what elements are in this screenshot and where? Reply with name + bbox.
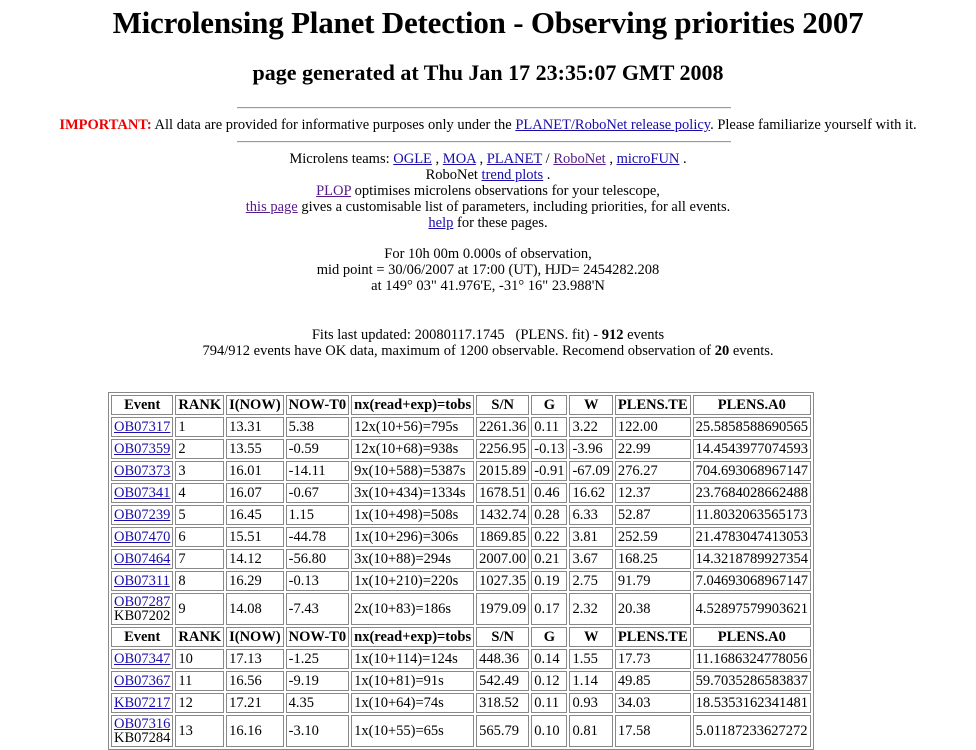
table-cell: 52.87 xyxy=(615,505,691,525)
table-cell: 6 xyxy=(175,527,224,547)
plop-link[interactable]: PLOP xyxy=(316,183,352,199)
event-cell xyxy=(111,593,173,625)
table-cell: 2261.36 xyxy=(476,417,529,437)
table-cell: 1869.85 xyxy=(476,527,529,547)
important-text-after: . Please familiarize yourself with it. xyxy=(710,117,917,133)
table-cell: 25.5858588690565 xyxy=(693,417,811,437)
table-cell: 1.14 xyxy=(569,671,612,691)
table-cell: 4 xyxy=(175,483,224,503)
event-link[interactable]: OB07470 xyxy=(114,528,171,545)
table-cell: 3.81 xyxy=(569,527,612,547)
table-cell: -0.67 xyxy=(286,483,349,503)
table-cell: 168.25 xyxy=(615,549,691,569)
table-cell: 3.67 xyxy=(569,549,612,569)
table-cell: 13.55 xyxy=(226,439,284,459)
table-row xyxy=(111,439,811,459)
table-cell: -0.59 xyxy=(286,439,349,459)
table-cell: 0.19 xyxy=(531,571,567,591)
table-cell: 448.36 xyxy=(476,649,529,669)
table-cell: 0.22 xyxy=(531,527,567,547)
table-row xyxy=(111,693,811,713)
table-cell: 0.12 xyxy=(531,671,567,691)
event-link[interactable]: OB07316 xyxy=(114,716,171,732)
table-cell: -14.11 xyxy=(286,461,349,481)
table-cell: 0.46 xyxy=(531,483,567,503)
table-cell: 5 xyxy=(175,505,224,525)
event-cell xyxy=(111,715,173,747)
table-cell: 0.10 xyxy=(531,715,567,747)
table-cell: 23.7684028662488 xyxy=(693,483,811,503)
generated-timestamp: page generated at Thu Jan 17 23:35:07 GMT 2008 xyxy=(252,60,724,85)
table-row xyxy=(111,549,811,569)
priorities-table xyxy=(108,392,814,750)
table-cell: 17.21 xyxy=(226,693,284,713)
links-section xyxy=(0,151,976,231)
table-cell: 14.12 xyxy=(226,549,284,569)
divider-bottom xyxy=(237,141,731,143)
table-cell: 49.85 xyxy=(615,671,691,691)
column-header: Event xyxy=(111,627,173,647)
event-link[interactable]: OB07341 xyxy=(114,484,171,501)
table-row xyxy=(111,649,811,669)
table-cell: 3.22 xyxy=(569,417,612,437)
column-header: nx(read+exp)=tobs xyxy=(351,395,474,415)
help-line xyxy=(0,215,976,231)
column-header: Event xyxy=(111,395,173,415)
table-cell: 16.62 xyxy=(569,483,612,503)
column-header: RANK xyxy=(175,627,224,647)
fits-line-1 xyxy=(0,327,976,343)
table-cell: 2 xyxy=(175,439,224,459)
table-cell: 91.79 xyxy=(615,571,691,591)
obs-midpoint: mid point = 30/06/2007 at 17:00 (UT), HJD= 2454282.208 xyxy=(316,262,660,278)
robonet-prefix: RoboNet xyxy=(425,167,482,183)
table-cell: 5.01187233627272 xyxy=(693,715,811,747)
event-cell xyxy=(111,483,173,503)
column-header: I(NOW) xyxy=(226,395,284,415)
table-cell: 0.11 xyxy=(531,693,567,713)
table-cell: 4.35 xyxy=(286,693,349,713)
event-cell xyxy=(111,527,173,547)
table-row xyxy=(111,571,811,591)
table-cell: 17.73 xyxy=(615,649,691,669)
fits-count: 912 xyxy=(601,327,624,343)
event-cell xyxy=(111,417,173,437)
table-cell: 1979.09 xyxy=(476,593,529,625)
column-header: PLENS.A0 xyxy=(693,395,811,415)
table-cell: 13 xyxy=(175,715,224,747)
table-cell: 2015.89 xyxy=(476,461,529,481)
microfun-link[interactable]: microFUN xyxy=(616,151,680,167)
table-cell: 122.00 xyxy=(615,417,691,437)
table-cell: 1x(10+81)=91s xyxy=(351,671,474,691)
table-cell: 16.16 xyxy=(226,715,284,747)
table-cell: 704.693068967147 xyxy=(693,461,811,481)
column-header: I(NOW) xyxy=(226,627,284,647)
table-cell: 1 xyxy=(175,417,224,437)
column-header: NOW-T0 xyxy=(286,627,349,647)
column-header: W xyxy=(569,395,612,415)
table-cell: 11.8032063565173 xyxy=(693,505,811,525)
table-cell: 3 xyxy=(175,461,224,481)
important-text-before: All data are provided for informative purposes only under the xyxy=(151,117,516,133)
obs-location: at 149° 03" 41.976'E, -31° 16" 23.988'N xyxy=(371,278,605,294)
event-cell xyxy=(111,439,173,459)
table-cell: 12.37 xyxy=(615,483,691,503)
table-cell: 6.33 xyxy=(569,505,612,525)
column-header: PLENS.A0 xyxy=(693,627,811,647)
event-link[interactable]: OB07317 xyxy=(114,418,171,435)
table-cell: 2.75 xyxy=(569,571,612,591)
teams-prefix: Microlens teams: xyxy=(289,151,394,167)
table-cell: -56.80 xyxy=(286,549,349,569)
table-cell: 14.4543977074593 xyxy=(693,439,811,459)
table-row xyxy=(111,671,811,691)
table-cell: 34.03 xyxy=(615,693,691,713)
table-row xyxy=(111,483,811,503)
divider-top xyxy=(237,107,731,109)
table-cell: 7 xyxy=(175,549,224,569)
table-cell: 17.13 xyxy=(226,649,284,669)
obs-duration: For 10h 00m 0.000s of observation, xyxy=(384,246,592,262)
table-cell: 0.14 xyxy=(531,649,567,669)
moa-link[interactable]: MOA xyxy=(442,151,476,167)
table-cell: 318.52 xyxy=(476,693,529,713)
table-cell: 2256.95 xyxy=(476,439,529,459)
table-cell: 17.58 xyxy=(615,715,691,747)
event-link[interactable]: KB07217 xyxy=(114,694,171,711)
table-cell: 0.21 xyxy=(531,549,567,569)
column-header: G xyxy=(531,627,567,647)
event-link[interactable]: OB07373 xyxy=(114,462,171,479)
table-row xyxy=(111,593,811,625)
fits-suffix: events xyxy=(623,327,665,343)
robonet-link[interactable]: RoboNet xyxy=(553,151,606,167)
table-row xyxy=(111,461,811,481)
alt-event-id: KB07202 xyxy=(114,608,171,624)
table-cell: 10 xyxy=(175,649,224,669)
table-cell: 4.52897579903621 xyxy=(693,593,811,625)
column-header: PLENS.TE xyxy=(615,627,691,647)
important-notice xyxy=(0,117,976,133)
page-title: Microlensing Planet Detection - Observing priorities 2007 xyxy=(112,5,864,40)
table-cell: 11 xyxy=(175,671,224,691)
event-cell xyxy=(111,571,173,591)
table-row xyxy=(111,715,811,747)
important-label: IMPORTANT: xyxy=(59,117,152,133)
table-cell: 11.1686324778056 xyxy=(693,649,811,669)
table-cell: 1x(10+296)=306s xyxy=(351,527,474,547)
teams-line: Microlens teams: OGLE , MOA , PLANET / RoboNet , microFUN . xyxy=(289,151,687,167)
table-cell: 22.99 xyxy=(615,439,691,459)
table-cell: -0.13 xyxy=(286,571,349,591)
fits-line-2 xyxy=(0,343,976,359)
table-cell: 3x(10+88)=294s xyxy=(351,549,474,569)
event-link[interactable]: OB07311 xyxy=(114,572,170,589)
table-cell: -9.19 xyxy=(286,671,349,691)
this-page-link[interactable]: this page xyxy=(245,199,298,215)
table-cell: 1.55 xyxy=(569,649,612,669)
table-cell: 59.7035286583837 xyxy=(693,671,811,691)
table-cell: 1432.74 xyxy=(476,505,529,525)
event-link[interactable]: OB07464 xyxy=(114,550,171,567)
table-cell: 12x(10+68)=938s xyxy=(351,439,474,459)
table-cell: 12 xyxy=(175,693,224,713)
table-cell: 2.32 xyxy=(569,593,612,625)
thispage-line xyxy=(0,199,976,215)
table-cell: 1x(10+498)=508s xyxy=(351,505,474,525)
event-cell xyxy=(111,693,173,713)
thispage-text: gives a customisable list of parameters, including priorities, for all events. xyxy=(297,199,731,215)
table-cell: 0.11 xyxy=(531,417,567,437)
plop-line xyxy=(0,183,976,199)
planet-link[interactable]: PLANET xyxy=(486,151,543,167)
fits-line2-prefix: 794/912 events have OK data, maximum of 1200 observable. Recomend observation of xyxy=(202,343,715,359)
table-cell: 13.31 xyxy=(226,417,284,437)
column-header: S/N xyxy=(476,627,529,647)
event-cell xyxy=(111,505,173,525)
table-cell: 1.15 xyxy=(286,505,349,525)
table-cell: 0.93 xyxy=(569,693,612,713)
table-cell: 12x(10+56)=795s xyxy=(351,417,474,437)
table-cell: -67.09 xyxy=(569,461,612,481)
event-cell xyxy=(111,549,173,569)
table-cell: -3.10 xyxy=(286,715,349,747)
table-cell: -1.25 xyxy=(286,649,349,669)
table-row xyxy=(111,527,811,547)
table-cell: 252.59 xyxy=(615,527,691,547)
table-cell: 9 xyxy=(175,593,224,625)
table-cell: 20.38 xyxy=(615,593,691,625)
column-header: G xyxy=(531,395,567,415)
observation-info xyxy=(0,246,976,294)
recommend-count: 20 xyxy=(714,343,730,359)
fits-info xyxy=(0,327,976,359)
column-header: W xyxy=(569,627,612,647)
column-header: NOW-T0 xyxy=(286,395,349,415)
table-cell: -0.13 xyxy=(531,439,567,459)
alt-event-id: KB07284 xyxy=(114,730,171,746)
plop-text: optimises microlens observations for your telescope, xyxy=(351,183,660,199)
table-cell: 565.79 xyxy=(476,715,529,747)
table-cell: 14.08 xyxy=(226,593,284,625)
help-link[interactable]: help xyxy=(428,215,454,231)
table-cell: 16.01 xyxy=(226,461,284,481)
column-header: S/N xyxy=(476,395,529,415)
table-cell: 0.81 xyxy=(569,715,612,747)
event-link[interactable]: OB07287 xyxy=(114,594,171,610)
table-cell: 1027.35 xyxy=(476,571,529,591)
table-cell: 8 xyxy=(175,571,224,591)
table-row xyxy=(111,417,811,437)
table-cell: 16.07 xyxy=(226,483,284,503)
table-header-row xyxy=(111,395,811,415)
trend-plots-link[interactable]: trend plots xyxy=(481,167,544,183)
table-cell: 1678.51 xyxy=(476,483,529,503)
table-row xyxy=(111,505,811,525)
event-link[interactable]: OB07367 xyxy=(114,672,171,689)
table-cell: 15.51 xyxy=(226,527,284,547)
table-cell: 14.3218789927354 xyxy=(693,549,811,569)
table-cell: 16.29 xyxy=(226,571,284,591)
table-cell: 3x(10+434)=1334s xyxy=(351,483,474,503)
event-link[interactable]: OB07239 xyxy=(114,506,171,523)
table-cell: 21.4783047413053 xyxy=(693,527,811,547)
table-header-row xyxy=(111,627,811,647)
table-cell: 0.17 xyxy=(531,593,567,625)
table-cell: -3.96 xyxy=(569,439,612,459)
table-cell: 9x(10+588)=5387s xyxy=(351,461,474,481)
table-cell: 2x(10+83)=186s xyxy=(351,593,474,625)
table-cell: 1x(10+64)=74s xyxy=(351,693,474,713)
robonet-line: RoboNet trend plots . xyxy=(425,167,551,183)
event-cell xyxy=(111,461,173,481)
column-header: PLENS.TE xyxy=(615,395,691,415)
table-cell: 1x(10+114)=124s xyxy=(351,649,474,669)
table-cell: 0.28 xyxy=(531,505,567,525)
table-cell: 1x(10+55)=65s xyxy=(351,715,474,747)
event-cell xyxy=(111,649,173,669)
column-header: nx(read+exp)=tobs xyxy=(351,627,474,647)
event-cell xyxy=(111,671,173,691)
column-header: RANK xyxy=(175,395,224,415)
table-cell: -7.43 xyxy=(286,593,349,625)
table-cell: 1x(10+210)=220s xyxy=(351,571,474,591)
table-cell: -44.78 xyxy=(286,527,349,547)
table-cell: 5.38 xyxy=(286,417,349,437)
fits-line2-suffix: events. xyxy=(729,343,774,359)
ogle-link[interactable]: OGLE xyxy=(393,151,432,167)
table-cell: 542.49 xyxy=(476,671,529,691)
table-cell: 18.5353162341481 xyxy=(693,693,811,713)
event-link[interactable]: OB07359 xyxy=(114,440,171,457)
table-cell: 2007.00 xyxy=(476,549,529,569)
release-policy-link[interactable]: PLANET/RoboNet release policy xyxy=(515,117,711,133)
table-cell: 7.04693068967147 xyxy=(693,571,811,591)
table-cell: -0.91 xyxy=(531,461,567,481)
event-link[interactable]: OB07347 xyxy=(114,650,171,667)
table-cell: 16.56 xyxy=(226,671,284,691)
table-cell: 276.27 xyxy=(615,461,691,481)
fits-prefix: Fits last updated: 20080117.1745 (PLENS. fit) - xyxy=(311,327,602,343)
table-cell: 16.45 xyxy=(226,505,284,525)
help-text: for these pages. xyxy=(453,215,548,231)
